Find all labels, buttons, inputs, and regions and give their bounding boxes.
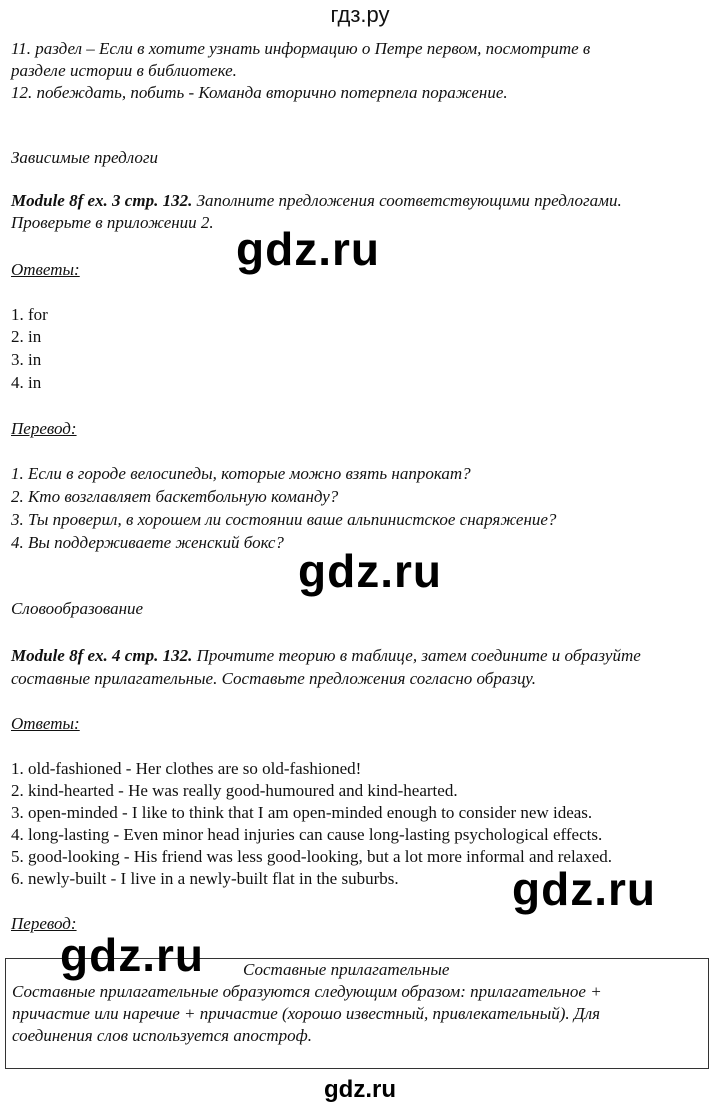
task-text-cont: составные прилагательные. Составьте предложения согласно образцу. [11,669,536,688]
answer-item: 3. in [11,350,42,369]
box-line: Составные прилагательные образуются следующим образом: прилагательное + [12,982,602,1001]
text-line: разделе истории в библиотеке. [11,61,237,80]
text-line: 11. раздел – Если в хотите узнать информацию о Петре первом, посмотрите в [11,39,591,58]
translation-item: 1. Если в городе велосипеды, которые можно взять напрокат? [11,464,471,483]
answer-item: 2. kind-hearted - He was really good-humoured and kind-hearted. [11,781,458,800]
box-line: соединения слов используется апостроф. [12,1026,312,1045]
box-title: Составные прилагательные [243,960,450,979]
answer-item: 1. for [11,305,48,324]
answers-label: Ответы: [11,714,80,733]
answer-item: 4. in [11,373,42,392]
answers-label: Ответы: [11,260,80,279]
answer-item: 3. open-minded - I like to think that I am open-minded enough to consider new ideas. [11,803,593,822]
text-line: 12. побеждать, побить - Команда вторично потерпела поражение. [11,83,508,102]
section-title: Словообразование [11,599,144,618]
translation-item: 3. Ты проверил, в хорошем ли состоянии ваше альпинистское снаряжение? [11,510,557,529]
footer-watermark: gdz.ru [324,1076,396,1103]
task-line [11,190,622,212]
section-title: Зависимые предлоги [11,148,158,167]
translation-item: 2. Кто возглавляет баскетбольную команду? [11,487,339,506]
box-line: причастие или наречие + причастие (хорошо известный, привлекательный). Для [12,1004,601,1023]
answer-item: 6. newly-built - I live in a newly-built flat in the suburbs. [11,869,399,888]
watermark: gdz.ru [512,863,656,915]
watermark: gdz.ru [236,223,380,275]
answer-item: 1. old-fashioned - Her clothes are so old-fashioned! [11,759,362,778]
site-header: гдз.ру [330,2,390,27]
task-ref: Module 8f ex. 3 стр. 132. [11,191,193,210]
task-ref: Module 8f ex. 4 стр. 132. [11,646,193,665]
task-text: Заполните предложения соответствующими предлогами. [196,191,622,210]
answer-item: 5. good-looking - His friend was less good-looking, but a lot more informal and relaxed. [11,847,613,866]
translation-label: Перевод: [11,419,77,438]
translation-label: Перевод: [11,914,77,933]
task-line [11,645,641,667]
answer-item: 2. in [11,327,42,346]
task-text: Прочтите теорию в таблице, затем соедините и образуйте [196,646,641,665]
task-text-cont: Проверьте в приложении 2. [11,213,214,232]
watermark: gdz.ru [60,929,204,981]
watermark: gdz.ru [298,545,442,597]
answer-item: 4. long-lasting - Even minor head injuries can cause long-lasting psychological effects. [11,825,603,844]
translation-item: 4. Вы поддерживаете женский бокс? [11,533,284,552]
